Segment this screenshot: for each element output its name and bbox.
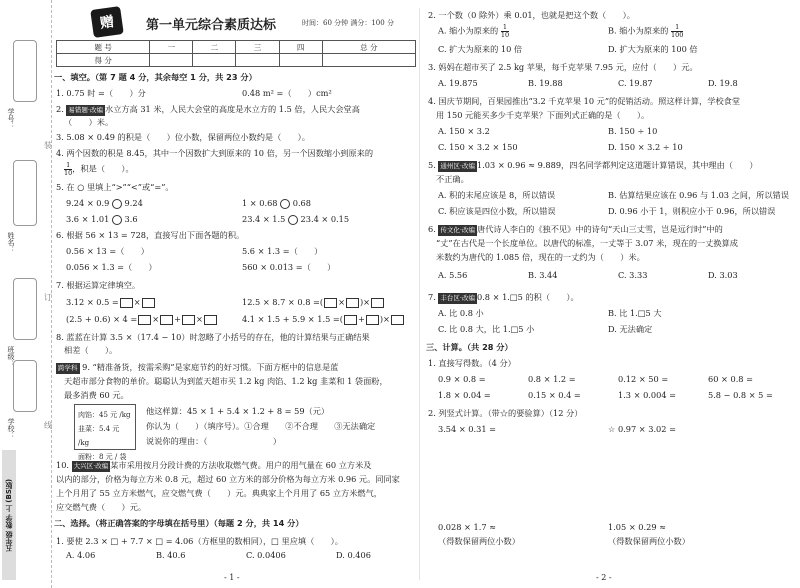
gift-badge-icon: 赠	[90, 6, 124, 38]
score-table	[56, 40, 416, 67]
question-tag: 跨学科	[58, 364, 78, 372]
law-expression: 4.1 × 1.5 + 5.9 × 1.5 =	[242, 314, 340, 324]
class-label: 班级：	[7, 346, 15, 367]
question-10-cont: 上个月用了 55 立方米燃气，应交燃气费（ ）元。典典家上个月用了 65 立方米燃气，	[56, 488, 382, 498]
choice-3: 3. 妈妈在超市买了 2.5 kg 苹果，每千克苹果 7.95 元，应付（ ）元。	[428, 62, 698, 72]
question-tag: 大兴区·改编	[73, 462, 109, 470]
law-item: 12.5 × 8.7 × 0.8 =( × )×	[242, 297, 385, 308]
question-text: 唐代诗人李白的《独不见》中的诗句“天山三丈雪，岂是远行时”中的	[477, 224, 723, 234]
table-cell: 题 号	[57, 41, 150, 54]
option[interactable]: D. 3.03	[708, 270, 738, 280]
compare-circle[interactable]	[112, 199, 122, 209]
page-number: - 1 -	[224, 573, 240, 582]
name-field[interactable]	[13, 160, 37, 226]
question-9-choice: 你认为（ ）（填序号）。①合理 ②不合理 ③无法确定	[146, 421, 376, 431]
compare-item	[66, 214, 138, 225]
score-cell[interactable]	[322, 54, 415, 67]
option[interactable]: A. 比 0.8 小	[438, 308, 484, 318]
question-3: 3. 5.08 × 0.49 的积是（ ）位小数，保留两位小数约是（ ）。	[56, 132, 310, 142]
score-cell[interactable]	[236, 54, 279, 67]
answer-box[interactable]	[346, 298, 359, 308]
calc-1: 1. 直接写得数。（4 分）	[428, 358, 516, 368]
option[interactable]: D. 19.8	[708, 78, 738, 88]
price-item: 肉馅：45 元 /kg	[78, 411, 131, 419]
question-2: 2. 易错题·改编 水立方高 31 米，人民大会堂的高度是水立方的 1.5 倍，人民大会堂高	[56, 104, 360, 114]
answer-box[interactable]	[120, 298, 133, 308]
compare-item	[66, 198, 143, 209]
question-9-cont: 天超市部分食物的单价。聪聪认为到蓝天超市买 1.2 kg 肉馅、1.2 kg 韭菜和 1 袋面粉，	[64, 376, 388, 386]
product-item: 560 × 0.013 =（ ）	[242, 262, 336, 272]
answer-box[interactable]	[142, 298, 155, 308]
fraction-numerator: 1	[671, 24, 683, 32]
question-8: 8. 蓝蓝在计算 3.5 ×（17.4 − 10）时忽略了小括号的存在，他的计算结果与正确结果	[56, 332, 370, 342]
choice-4: 4. 国庆节期间，百果园推出“3.2 千克苹果 10 元”的促销活动。照这样计算，学校食堂	[428, 96, 741, 106]
option[interactable]: D. 0.96 小于 1，则积应小于 0.96，所以错误	[608, 206, 776, 216]
name-label: 姓名：	[7, 232, 15, 253]
question-tag: 传文化·改编	[440, 226, 475, 234]
compare-right: 3.6	[124, 214, 138, 224]
question-9	[56, 362, 338, 374]
choice-5: 5. 通州区·改编 1.03 × 0.96 ≈ 9.889，四名同学都判定这道题计算错误，其中理由（ ）	[428, 160, 758, 170]
answer-box[interactable]	[366, 315, 379, 325]
section-3-heading: 三、计算。（共 28 分）	[426, 342, 513, 352]
product-item: 0.56 × 13 =（ ）	[66, 246, 149, 256]
compare-circle[interactable]	[280, 199, 290, 209]
choice-1: 1. 要使 2.3 × □ + 7.7 × □ = 4.06（方框里的数相同），□ 里应填（ ）。	[56, 536, 343, 546]
question-7: 7. 根据运算定律填空。	[56, 280, 141, 290]
question-10: 10. 大兴区·改编 某市采用按月分段计费的方法收取燃气费。用户的用气量在 60 立方米及	[56, 460, 372, 470]
price-list-box	[74, 404, 136, 461]
law-expression: 12.5 × 8.7 × 0.8 =	[242, 297, 320, 307]
fraction-numerator: 1	[501, 24, 509, 32]
compare-left: 3.6 × 1.01	[66, 214, 110, 224]
fraction-denominator: 100	[670, 31, 684, 39]
question-tag: 通州区·改编	[440, 162, 475, 170]
option[interactable]: D. 150 × 3.2 ÷ 10	[608, 142, 683, 152]
product-item: 0.056 × 1.3 =（ ）	[66, 262, 157, 272]
option[interactable]: C. 比 0.8 大，比 1.□5 小	[438, 324, 535, 334]
choice-6-cont: 米数约为唐代的 1.085 倍，现在的一丈约为（ ）米。	[436, 252, 645, 262]
question-text: 水立方高 31 米，人民大会堂的高度是水立方的 1.5 倍，人民大会堂高	[105, 104, 360, 114]
choice-4-cont: 用 150 元能买多少千克苹果？下面列式正确的是（ ）。	[436, 110, 650, 120]
option[interactable]: A. 150 × 3.2	[438, 126, 490, 136]
mental-calc-item: 0.8 × 1.2 =	[528, 374, 576, 384]
law-expression: (2.5 + 0.6) × 4 =	[66, 314, 138, 324]
answer-box[interactable]	[391, 315, 404, 325]
school-field[interactable]	[13, 360, 37, 412]
price-item: 面粉：8 元 / 袋	[78, 453, 127, 461]
binding-mark-zhuang: 装	[44, 141, 52, 150]
column-calc-item: 3.54 × 0.31 =	[438, 424, 496, 434]
fraction-numerator: 1	[64, 162, 72, 170]
choice-5-cont: 不正确。	[436, 174, 469, 184]
option[interactable]: D. 无法确定	[608, 324, 653, 334]
question-text: 0.8 × 1.□5 的积（ ）。	[477, 292, 579, 302]
answer-box[interactable]	[160, 315, 173, 325]
student-number-label: 学号：	[7, 108, 15, 129]
option[interactable]	[438, 24, 509, 39]
score-table-score-row	[57, 54, 416, 67]
column-calc-item: 1.05 × 0.29 ≈	[608, 522, 666, 532]
option[interactable]: C. 积应该是四位小数，所以错误	[438, 206, 556, 216]
fraction-denominator: 10	[64, 169, 73, 177]
option[interactable]: A. 4.06	[66, 550, 96, 560]
mental-calc-item: 0.15 × 0.4 =	[528, 390, 581, 400]
option[interactable]: B. 19.88	[528, 78, 563, 88]
compare-item	[242, 214, 349, 225]
class-field[interactable]	[13, 278, 37, 340]
option[interactable]: C. 19.87	[618, 78, 653, 88]
product-item: 5.6 × 1.3 =（ ）	[242, 246, 323, 256]
question-6: 6. 根据 56 × 13 = 728，直接写出下面各题的积。	[56, 230, 245, 240]
law-item: (2.5 + 0.6) × 4 = × + ×	[66, 314, 218, 325]
question-text: ，积是（ ）。	[72, 163, 134, 174]
question-4-cont	[64, 162, 134, 177]
question-text: 1.03 × 0.96 ≈ 9.889，四名同学都判定这道题计算错误，其中理由（ ）	[477, 160, 758, 170]
compare-item	[242, 198, 311, 209]
question-tag: 易错题·改编	[68, 106, 103, 114]
option[interactable]: A. 19.875	[438, 78, 478, 88]
compare-left: 9.24 × 0.9	[66, 198, 110, 208]
law-expression: 3.12 × 0.5 =	[66, 297, 119, 307]
column-calc-item: ☆ 0.97 × 3.02 =	[608, 424, 676, 434]
section-1-heading: 一、填空。（第 7 题 4 分，其余每空 1 分，共 23 分）	[54, 72, 257, 82]
page-header	[92, 10, 416, 36]
binding-mark-xian: 线	[44, 421, 52, 430]
option[interactable]: B. 40.6	[156, 550, 186, 560]
choice-6: 6. 传文化·改编 唐代诗人李白的《独不见》中的诗句“天山三丈雪，岂是远行时”中的	[428, 224, 723, 234]
exam-meta: 时间：60 分钟 满分：100 分	[302, 19, 394, 27]
answer-box[interactable]	[138, 315, 151, 325]
mental-calc-item: 5.8 − 0.8 × 5 =	[708, 390, 773, 400]
fraction-denominator: 10	[500, 31, 510, 39]
option[interactable]: D. 扩大为原来的 100 倍	[608, 44, 698, 54]
grade-tab: 五年级 数学 上 (BS版)	[2, 450, 16, 580]
question-5: 5. 在 ○ 里填上“>”“<”或“=”。	[56, 182, 174, 192]
question-9-calc: 他这样算：45 × 1 + 5.4 × 1.2 + 8 = 59（元）	[146, 406, 330, 416]
option[interactable]: A. 5.56	[438, 270, 468, 280]
mental-calc-item: 60 × 0.8 =	[708, 374, 753, 384]
option-text: A. 缩小为原来的	[438, 25, 499, 36]
page-divider	[419, 8, 420, 580]
compare-right: 0.68	[292, 198, 311, 208]
page-title: 第一单元综合素质达标	[146, 18, 277, 33]
option[interactable]: C. 扩大为原来的 10 倍	[438, 44, 523, 54]
question-8-cont: 相差（ ）。	[64, 345, 118, 355]
question-1b: 0.48 m² =（ ）cm²	[242, 88, 332, 98]
question-10-cont: 应交燃气费（ ）元。	[56, 502, 147, 512]
page-number: - 2 -	[596, 573, 612, 582]
mental-calc-item: 1.8 × 0.04 =	[438, 390, 491, 400]
table-cell: 三	[236, 41, 279, 54]
calc-2: 2. 列竖式计算。（带☆的要验算）（12 分）	[428, 408, 583, 418]
question-9-cont: 最多消费 60 元。	[64, 390, 129, 400]
answer-box[interactable]	[204, 315, 217, 325]
question-4: 4. 两个因数的积是 8.45，其中一个因数扩大到原来的 10 倍，另一个因数缩小到原来的	[56, 148, 374, 158]
binding-mark-ding: 订	[44, 293, 52, 302]
compare-left: 23.4 × 1.5	[242, 214, 286, 224]
compare-left: 1 × 0.68	[242, 198, 278, 208]
choice-7: 7. 丰台区·改编 0.8 × 1.□5 的积（ ）。	[428, 292, 579, 302]
score-cell[interactable]	[193, 54, 236, 67]
table-cell: 四	[279, 41, 322, 54]
mental-calc-item: 0.9 × 0.8 =	[438, 374, 486, 384]
rounding-note: （得数保留两位小数）	[608, 536, 690, 546]
choice-6-cont: “丈”在古代是一个长度单位。以唐代的标准，一丈等于 3.07 米，现在的一丈换算成	[436, 238, 738, 248]
question-1: 1. 0.75 时 =（ ）分	[56, 88, 146, 98]
option[interactable]: C. 0.0406	[246, 550, 286, 560]
table-cell: 总 分	[322, 41, 415, 54]
compare-right: 9.24	[124, 198, 143, 208]
school-label: 学校：	[7, 418, 15, 439]
question-10-cont: 以内的部分，价格为每立方米 0.8 元，超过 60 立方米的部分价格为每立方米 0.96 元。同同家	[56, 474, 400, 484]
compare-circle[interactable]	[288, 215, 298, 225]
score-table-header-row	[57, 41, 416, 54]
score-cell[interactable]	[279, 54, 322, 67]
answer-box[interactable]	[371, 298, 384, 308]
option[interactable]: B. 3.44	[528, 270, 558, 280]
mental-calc-item: 0.12 × 50 =	[618, 374, 669, 384]
option[interactable]: A. 积的末尾应该是 8，所以错误	[438, 190, 556, 200]
price-item: 韭菜：5.4 元 /kg	[78, 425, 120, 447]
answer-box[interactable]	[344, 315, 357, 325]
question-2-cont: （ ）米。	[64, 117, 114, 127]
choice-2: 2. 一个数（0 除外）乘 0.01，也就是把这个数（ ）。	[428, 10, 635, 20]
question-tag: 丰台区·改编	[440, 294, 475, 302]
table-cell: 一	[150, 41, 193, 54]
law-item: 4.1 × 1.5 + 5.9 × 1.5 =( + )×	[242, 314, 405, 325]
answer-box[interactable]	[324, 298, 337, 308]
option[interactable]: D. 0.406	[336, 550, 371, 560]
compare-right: 23.4 × 0.15	[300, 214, 350, 224]
question-9-reason: 说说你的理由：（ ）	[146, 436, 282, 446]
option[interactable]: B. 估算结果应该在 0.96 与 1.03 之间，所以错误	[608, 190, 789, 200]
section-2-heading: 二、选择。（将正确答案的字母填在括号里）（每题 2 分，共 14 分）	[54, 518, 304, 528]
compare-circle[interactable]	[112, 215, 122, 225]
option[interactable]: C. 3.33	[618, 270, 648, 280]
option-text: B. 缩小为原来的	[608, 25, 669, 36]
mental-calc-item: 1.3 × 0.004 =	[618, 390, 676, 400]
option[interactable]	[608, 24, 683, 39]
fraction	[671, 24, 683, 39]
question-text: 某市采用按月分段计费的方法收取燃气费。用户的用气量在 60 立方米及	[110, 460, 372, 470]
page-2	[426, 0, 798, 588]
binding-strip	[0, 0, 52, 588]
page-1	[54, 0, 416, 588]
rounding-note: （得数保留两位小数）	[438, 536, 520, 546]
law-item: 3.12 × 0.5 = ×	[66, 297, 156, 308]
student-number-field[interactable]	[13, 40, 37, 102]
option[interactable]: C. 150 × 3.2 × 150	[438, 142, 518, 152]
fraction	[501, 24, 509, 39]
option[interactable]: B. 比 1.□5 大	[608, 308, 662, 318]
question-text: 9. “精准备货，按需采购”是家庭节约的好习惯。下面方框中的信息是蓝	[82, 362, 339, 372]
column-calc-item: 0.028 × 1.7 ≈	[438, 522, 496, 532]
table-cell: 二	[193, 41, 236, 54]
table-cell: 得 分	[57, 54, 150, 67]
answer-box[interactable]	[182, 315, 195, 325]
score-cell[interactable]	[150, 54, 193, 67]
option[interactable]: B. 150 ÷ 10	[608, 126, 658, 136]
